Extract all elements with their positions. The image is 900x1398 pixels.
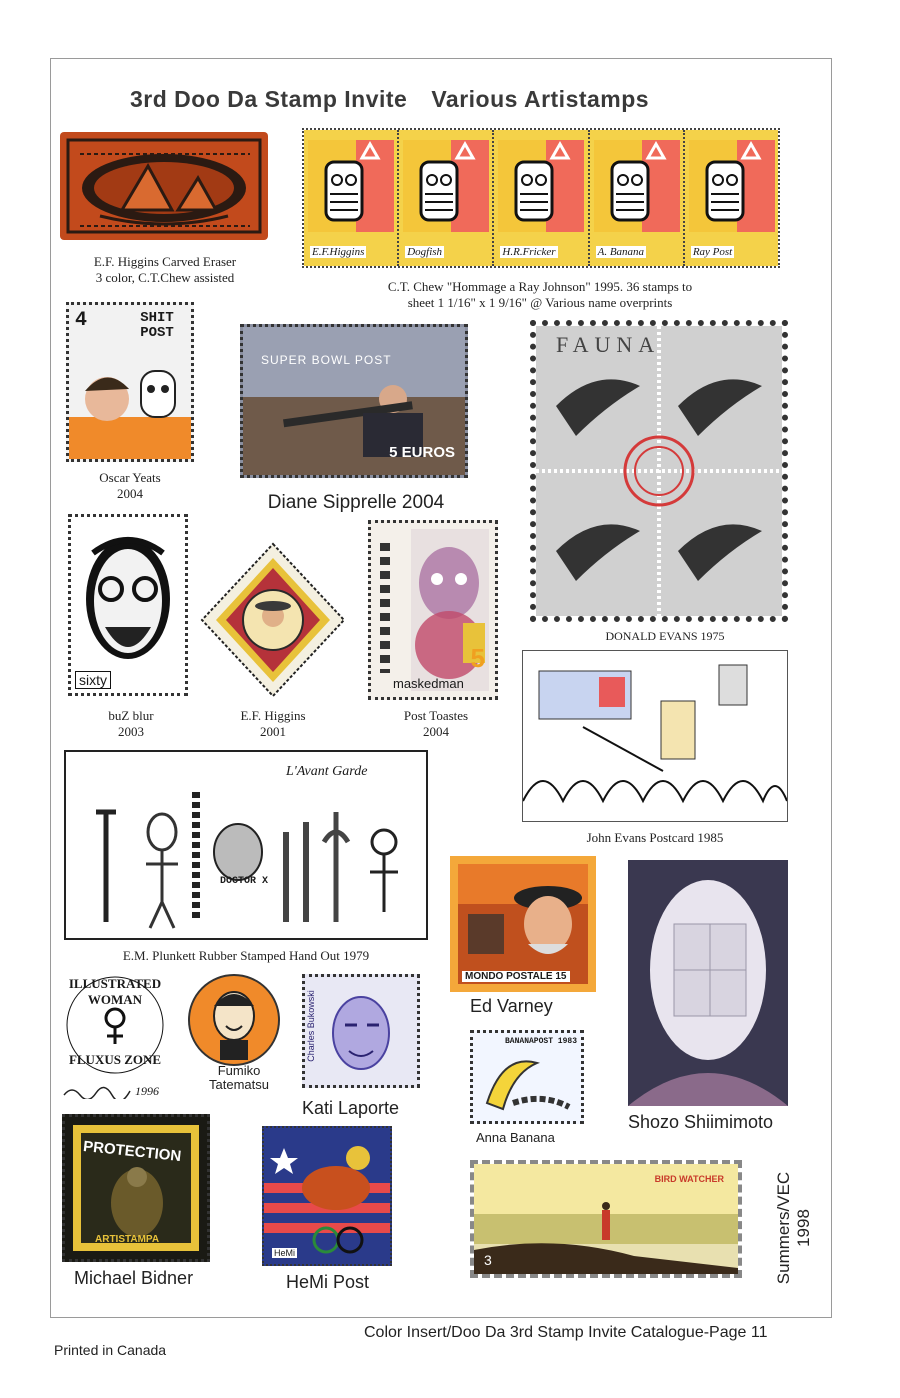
higgins-2001-caption-line-1: E.F. Higgins <box>240 708 306 723</box>
chew-overprint: Dogfish <box>407 246 443 258</box>
buz-caption <box>66 708 196 740</box>
kati-caption: Kati Laporte <box>302 1098 400 1118</box>
yeats-stamp-title: SHIT POST <box>140 310 174 341</box>
chew-stamp-art <box>304 136 398 236</box>
buz-caption-line-2: 2003 <box>118 724 144 739</box>
yeats-stamp <box>66 302 194 462</box>
higgins-eraser-caption <box>60 254 270 286</box>
summers-caption <box>774 1158 814 1298</box>
footer-right: Color Insert/Doo Da 3rd Stamp Invite Catalogue-Page 11 <box>364 1324 768 1341</box>
anna-stamp <box>470 1030 584 1124</box>
sipprelle-caption: Diane Sipprelle 2004 <box>267 492 445 513</box>
toastes-stamp-value: 5 <box>470 643 485 673</box>
toastes-caption-line-1: Post Toastes <box>403 708 469 723</box>
evans-fauna-block <box>536 326 782 616</box>
woman-signature-year: 1996 <box>135 1084 159 1098</box>
summers-caption-line-1: Summers/VEC <box>774 1171 793 1285</box>
higgins-diamond-art <box>198 540 348 700</box>
shozo-stamp <box>628 860 788 1106</box>
bidner-caption: Michael Bidner <box>74 1268 194 1288</box>
chew-stamp <box>304 130 399 266</box>
woman-signature <box>62 1084 159 1099</box>
yeats-portrait <box>69 347 191 459</box>
varney-caption: Ed Varney <box>470 996 553 1016</box>
bidner-stamp-top: PROTECTION <box>82 1137 182 1166</box>
chew-caption <box>300 279 780 311</box>
chew-overprint: E.F.Higgins <box>312 246 365 258</box>
evans-stamp-block <box>530 320 788 622</box>
higgins-2001-caption <box>208 708 338 740</box>
chew-stamp-art <box>494 136 588 236</box>
woman-stamp <box>50 970 180 1080</box>
john-evans-caption: John Evans Postcard 1985 <box>586 830 724 845</box>
chew-stamp <box>399 130 494 266</box>
yeats-caption <box>66 470 194 502</box>
anna-banana-art <box>473 1033 581 1121</box>
shozo-caption: Shozo Shiimimoto <box>628 1112 774 1132</box>
kati-portrait <box>305 977 417 1085</box>
eraser-print-image <box>60 132 268 240</box>
chew-stamp-art <box>685 136 779 236</box>
fumiko-caption-line-1: Fumiko <box>217 1063 261 1078</box>
chew-overprint: H.R.Fricker <box>502 246 556 258</box>
plunkett-handout <box>64 750 428 940</box>
higgins-eraser-caption-line-2: 3 color, C.T.Chew assisted <box>95 270 235 285</box>
buz-stamp-value: sixty <box>75 671 111 689</box>
hemi-stamp-text: HeMi <box>274 1248 296 1258</box>
chew-stamp-art <box>590 136 684 236</box>
chew-stamp <box>494 130 589 266</box>
yeats-caption-line-1: Oscar Yeats <box>99 470 161 485</box>
bidner-stamp-bottom: ARTISTAMPA <box>95 1234 160 1245</box>
john-evans-postcard-art <box>523 651 787 821</box>
higgins-eraser-stamp <box>60 132 268 240</box>
higgins-diamond-stamp <box>198 540 348 700</box>
john-evans-postcard <box>522 650 788 822</box>
higgins-eraser-caption-line-1: E.F. Higgins Carved Eraser <box>93 254 237 269</box>
woman-stamp-top: ILLUSTRATED WOMAN <box>68 976 162 1007</box>
buz-portrait <box>71 517 185 693</box>
toastes-caption <box>368 708 504 740</box>
hemi-stamp <box>262 1126 392 1266</box>
plunkett-card-text: L'Avant Garde <box>286 764 368 779</box>
title-right: Various Artistamps <box>431 86 650 112</box>
fumiko-stamp <box>188 974 280 1066</box>
sipprelle-stamp-value: 5 EUROS <box>389 444 455 461</box>
yeats-caption-line-2: 2004 <box>117 486 143 501</box>
shozo-silhouette <box>628 860 788 1106</box>
kati-stamp-text: Charles Bukowski <box>305 990 316 1062</box>
chew-stamp <box>590 130 685 266</box>
chew-overprint: Ray Post <box>692 246 733 258</box>
varney-portrait <box>458 864 588 984</box>
hemi-caption: HeMi Post <box>286 1272 370 1292</box>
anna-stamp-text: BANANAPOST 1983 <box>504 1037 577 1046</box>
chew-caption-line-2: sheet 1 1/16" x 1 9/16" @ Various name overprints <box>407 295 673 310</box>
title-left: 3rd Doo Da Stamp Invite <box>130 86 408 112</box>
woman-stamp-bottom: FLUXUS ZONE <box>68 1052 162 1067</box>
varney-stamp <box>450 856 596 992</box>
footer-left: Printed in Canada <box>54 1342 167 1358</box>
toastes-caption-line-2: 2004 <box>423 724 449 739</box>
chew-overprint: A. Banana <box>597 246 645 258</box>
buz-stamp <box>68 514 188 696</box>
chew-stamp-strip <box>302 128 780 268</box>
page-title <box>130 86 649 113</box>
anna-caption: Anna Banana <box>476 1130 555 1145</box>
plunkett-doctor-label: DOCTOR X <box>220 876 269 887</box>
yeats-stamp-value: 4 <box>75 309 88 332</box>
summers-caption-line-2: 1998 <box>794 1209 813 1247</box>
summers-stamp-text: BIRD WATCHER <box>654 1174 724 1184</box>
sipprelle-stamp-title: SUPER BOWL POST <box>261 353 392 367</box>
fumiko-caption-line-2: Tatematsu <box>209 1077 269 1092</box>
chew-stamp <box>685 130 778 266</box>
evans-stamp-title: FAUNA <box>556 332 661 357</box>
chew-stamp-art <box>399 136 493 236</box>
toastes-stamp-title: maskedman <box>393 676 464 691</box>
plunkett-caption: E.M. Plunkett Rubber Stamped Hand Out 1979 <box>122 948 370 963</box>
chew-caption-line-1: C.T. Chew "Hommage a Ray Johnson" 1995. 36 stamps to <box>387 279 693 294</box>
sipprelle-stamp <box>240 324 468 478</box>
toastes-stamp <box>368 520 498 700</box>
summers-stamp <box>470 1160 742 1278</box>
fumiko-portrait <box>190 976 278 1064</box>
signature-scribble <box>62 1085 132 1099</box>
buz-caption-line-1: buZ blur <box>108 708 154 723</box>
summers-stamp-value: 3 <box>484 1252 492 1268</box>
fumiko-caption <box>194 1064 284 1092</box>
kati-stamp <box>302 974 420 1088</box>
varney-stamp-text: MONDO POSTALE 15 <box>462 971 570 982</box>
evans-caption: DONALD EVANS 1975 <box>605 629 725 643</box>
plunkett-handout-art <box>66 752 426 938</box>
bidner-stamp <box>62 1114 210 1262</box>
hemi-art <box>264 1128 390 1264</box>
higgins-2001-caption-line-2: 2001 <box>260 724 286 739</box>
